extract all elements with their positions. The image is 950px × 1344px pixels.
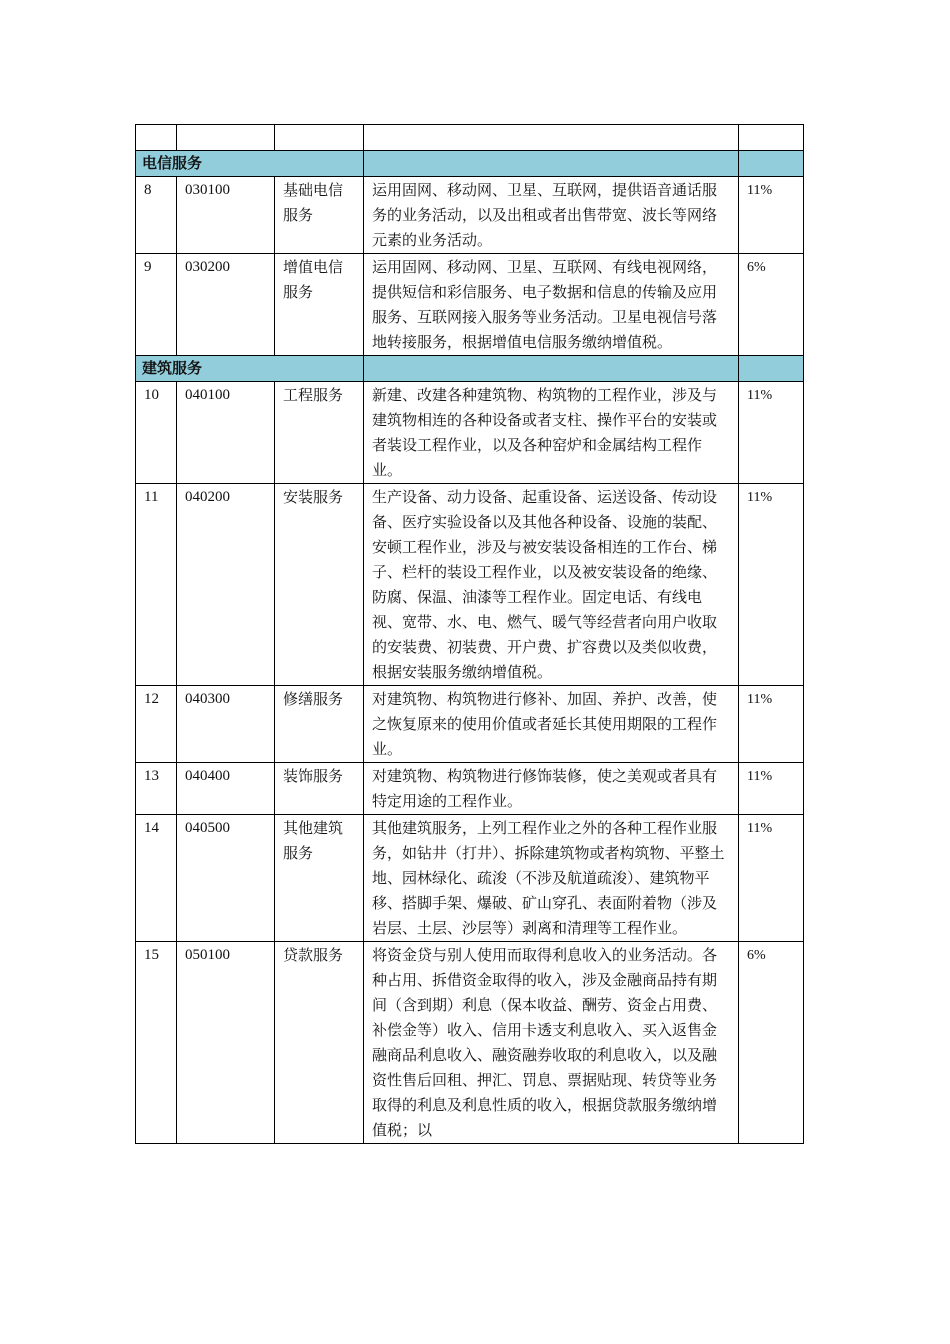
row-tax-rate: 6% xyxy=(739,254,804,356)
table-row xyxy=(136,942,804,1144)
empty-cell xyxy=(136,125,177,151)
section-title: 电信服务 xyxy=(136,151,364,177)
row-service-name: 装饰服务 xyxy=(275,763,364,815)
section-header-row xyxy=(136,151,804,177)
tax-rate-table xyxy=(135,124,804,1144)
empty-cell xyxy=(177,125,275,151)
row-description: 对建筑物、构筑物进行修补、加固、养护、改善，使之恢复原来的使用价值或者延长其使用期限的工程作业。 xyxy=(364,686,739,763)
row-tax-rate: 11% xyxy=(739,484,804,686)
section-header-cell xyxy=(739,151,804,177)
row-code: 040100 xyxy=(177,382,275,484)
empty-cell xyxy=(275,125,364,151)
row-description: 对建筑物、构筑物进行修饰装修，使之美观或者具有特定用途的工程作业。 xyxy=(364,763,739,815)
row-code: 040200 xyxy=(177,484,275,686)
section-header-cell xyxy=(364,151,739,177)
empty-cell xyxy=(364,125,739,151)
row-number: 8 xyxy=(136,177,177,254)
section-header-cell xyxy=(364,356,739,382)
empty-cell xyxy=(739,125,804,151)
row-description: 生产设备、动力设备、起重设备、运送设备、传动设备、医疗实验设备以及其他各种设备、设施的装配、安顿工程作业，涉及与被安装设备相连的工作台、梯子、栏杆的装设工程作业，以及被安装设备的绝缘、防腐、保温、油漆等工程作业。固定电话、有线电视、宽带、水、电、燃气、暖气等经营者向用户收取的安装费、初装费、开户费、扩容费以及类似收费，根据安装服务缴纳增值税。 xyxy=(364,484,739,686)
row-number: 11 xyxy=(136,484,177,686)
row-service-name: 安装服务 xyxy=(275,484,364,686)
row-tax-rate: 11% xyxy=(739,686,804,763)
section-header-row xyxy=(136,356,804,382)
table-row xyxy=(136,254,804,356)
row-service-name: 贷款服务 xyxy=(275,942,364,1144)
row-description: 将资金贷与别人使用而取得利息收入的业务活动。各种占用、拆借资金取得的收入，涉及金融商品持有期间（含到期）利息（保本收益、酬劳、资金占用费、补偿金等）收入、信用卡透支利息收入、买入返售金融商品利息收入、融资融券收取的利息收入，以及融资性售后回租、押汇、罚息、票据贴现、转贷等业务取得的利息及利息性质的收入，根据贷款服务缴纳增值税；以 xyxy=(364,942,739,1144)
row-code: 040400 xyxy=(177,763,275,815)
row-description: 运用固网、移动网、卫星、互联网，提供语音通话服务的业务活动，以及出租或者出售带宽、波长等网络元素的业务活动。 xyxy=(364,177,739,254)
row-code: 050100 xyxy=(177,942,275,1144)
table-row xyxy=(136,686,804,763)
section-header-cell xyxy=(739,356,804,382)
empty-top-row xyxy=(136,125,804,151)
row-tax-rate: 11% xyxy=(739,177,804,254)
row-service-name: 基础电信服务 xyxy=(275,177,364,254)
row-number: 9 xyxy=(136,254,177,356)
row-service-name: 其他建筑服务 xyxy=(275,815,364,942)
row-tax-rate: 6% xyxy=(739,942,804,1144)
row-service-name: 修缮服务 xyxy=(275,686,364,763)
row-number: 12 xyxy=(136,686,177,763)
table-row xyxy=(136,382,804,484)
section-title: 建筑服务 xyxy=(136,356,364,382)
table-row xyxy=(136,763,804,815)
row-number: 14 xyxy=(136,815,177,942)
row-number: 10 xyxy=(136,382,177,484)
table-row xyxy=(136,484,804,686)
row-code: 030200 xyxy=(177,254,275,356)
row-tax-rate: 11% xyxy=(739,763,804,815)
table-row xyxy=(136,815,804,942)
row-code: 040500 xyxy=(177,815,275,942)
row-service-name: 增值电信服务 xyxy=(275,254,364,356)
row-description: 运用固网、移动网、卫星、互联网、有线电视网络，提供短信和彩信服务、电子数据和信息的传输及应用服务、互联网接入服务等业务活动。卫星电视信号落地转接服务，根据增值电信服务缴纳增值税。 xyxy=(364,254,739,356)
table-row xyxy=(136,177,804,254)
row-tax-rate: 11% xyxy=(739,815,804,942)
row-code: 030100 xyxy=(177,177,275,254)
row-number: 13 xyxy=(136,763,177,815)
row-number: 15 xyxy=(136,942,177,1144)
row-description: 新建、改建各种建筑物、构筑物的工程作业，涉及与建筑物相连的各种设备或者支柱、操作平台的安装或者装设工程作业，以及各种窑炉和金属结构工程作业。 xyxy=(364,382,739,484)
row-code: 040300 xyxy=(177,686,275,763)
row-tax-rate: 11% xyxy=(739,382,804,484)
row-service-name: 工程服务 xyxy=(275,382,364,484)
row-description: 其他建筑服务，上列工程作业之外的各种工程作业服务，如钻井（打井）、拆除建筑物或者构筑物、平整土地、园林绿化、疏浚（不涉及航道疏浚）、建筑物平移、搭脚手架、爆破、矿山穿孔、表面附着物（涉及岩层、土层、沙层等）剥离和清理等工程作业。 xyxy=(364,815,739,942)
